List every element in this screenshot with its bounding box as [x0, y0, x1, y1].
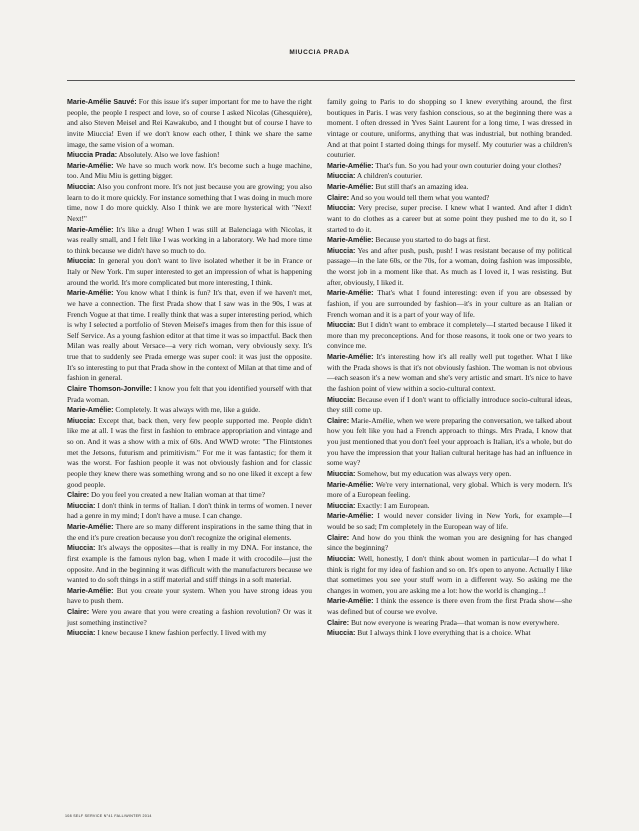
speaker-label: Marie-Amélie:	[327, 161, 374, 170]
paragraph	[67, 97, 312, 150]
speaker-label: Miuccia Prada:	[67, 151, 118, 160]
paragraph	[327, 628, 572, 639]
speaker-label: Miuccia:	[327, 501, 356, 510]
speaker-label: Claire:	[327, 533, 350, 542]
paragraph-text: And how do you think the woman you are designing for has changed since the beginning?	[327, 532, 572, 553]
paragraph	[327, 596, 572, 617]
paragraph-text: I would never consider living in New York, for example—I would be so sad; I'm completely in the European way of life.	[327, 511, 572, 531]
paragraph-text: It's interesting how it's all really well put together. What I like with the Prada shows is that it's not obviously fashion. The woman is not obvious—each season it's a new woman and she's very artistic and smart. It's nice to have the fashion point of view within a socio-cultural context.	[327, 352, 572, 393]
paragraph-text: Somehow, but my education was always very open.	[357, 468, 512, 478]
running-header: MIUCCIA PRADA	[289, 49, 350, 56]
paragraph-text: I don't think in terms of Italian. I don't think in terms of women. I never had a genre in my mind; I don't have a muse. I can change.	[67, 500, 312, 521]
paragraph	[327, 395, 572, 416]
paragraph	[327, 182, 572, 193]
speaker-label: Miuccia:	[327, 395, 356, 404]
speaker-label: Marie-Amélie:	[327, 183, 374, 191]
speaker-label: Marie-Amélie:	[327, 480, 374, 489]
paragraph-text: That's fun. So you had your own couturier doing your clothes?	[375, 160, 562, 170]
speaker-label: Claire:	[327, 193, 350, 202]
paragraph-text: Absolutely. Also we love fashion!	[118, 150, 220, 160]
paragraph-text: That's what I found interesting: even if you are obsessed by fashion, if you are surrounded by fashion—it's in your culture as an Italian or French woman and it is a part of your way of life.	[327, 288, 572, 319]
speaker-label: Marie-Amélie:	[327, 597, 374, 606]
paragraph-text: I knew because I knew fashion perfectly. I lived with my	[97, 628, 267, 638]
paragraph	[67, 522, 312, 543]
paragraph-text: Also you confront more. It's not just because you are growing; you also learn to do it more quickly. For instance something that I was doing in much more time, now I do more quickly. Also I think we are more hysterical with "Next! Next!"	[67, 182, 312, 223]
paragraph	[67, 256, 312, 288]
paragraph	[327, 469, 572, 480]
paragraph	[67, 225, 312, 257]
speaker-label: Miuccia:	[67, 501, 96, 510]
paragraph-text: But still that's an amazing idea.	[375, 182, 469, 191]
speaker-label: Marie-Amélie:	[67, 523, 114, 531]
header-rule	[67, 80, 575, 81]
paragraph-text: There are so many different inspirations in the same thing that in the end it's pure creation because you don't recognize the original elements.	[67, 522, 312, 542]
paragraph-text: But now everyone is wearing Prada—that woman is now everywhere.	[350, 617, 560, 627]
speaker-label: Miuccia:	[67, 183, 96, 191]
paragraph	[327, 533, 572, 554]
paragraph-text: Were you aware that you were creating a fashion revolution? Or was it just something instinctive?	[67, 607, 313, 627]
speaker-label: Claire Thomson-Jonville:	[67, 384, 152, 393]
speaker-label: Miuccia:	[327, 469, 356, 478]
speaker-label: Miuccia:	[327, 321, 356, 330]
speaker-label: Marie-Amélie:	[327, 353, 374, 361]
paragraph	[67, 490, 312, 501]
paragraph	[327, 511, 572, 532]
paragraph-text: Exactly: I am European.	[357, 500, 430, 510]
paragraph	[327, 203, 572, 235]
paragraph	[67, 182, 312, 225]
speaker-label: Marie-Amélie:	[327, 289, 374, 298]
paragraph	[327, 171, 572, 182]
paragraph-text: We're very international, very global. Which is very modern. It's more of a European feeling.	[327, 479, 572, 500]
paragraph	[327, 554, 572, 597]
paragraph	[67, 607, 312, 628]
paragraph-text: It's like a drug! When I was still at Balenciaga with Nicolas, it was really small, and I felt like I was working in a laboratory. We had more time to think because we didn't have so much to do.	[67, 224, 312, 255]
paragraph-text: For this issue it's super important for me to have the right people, the people I respect and love, so of course I asked Nicolas (Ghesquière), and also Steven Meisel and Rei Kawakubo, and I thought but of course I have to invite Miuccia! Even if we don't know each other, I think we share the same image, the same vision of a woman.	[67, 97, 312, 149]
paragraph-text: Well, honestly, I don't think about women in particular—I do what I think is right for my idea of fashion and so on. It's open to anyone. Actually I like that sometimes you see your stuff worn in a different way. So asking me the changes in women, you are asking me a lot: how the world is changing...!	[327, 553, 572, 595]
paragraph	[327, 618, 572, 629]
speaker-label: Marie-Amélie:	[67, 161, 114, 170]
paragraph-text: In general you don't want to live isolated whether it be in France or Italy or New York. I'm super interested to get an impression of what is happening around the world. It's more complicated but more interesting, I think.	[67, 256, 313, 287]
speaker-label: Miuccia:	[67, 416, 96, 425]
paragraph	[327, 480, 572, 501]
paragraph	[67, 586, 312, 607]
paragraph	[327, 246, 572, 289]
paragraph	[67, 288, 312, 384]
paragraph	[327, 416, 572, 469]
speaker-label: Miuccia:	[327, 629, 356, 638]
paragraph	[327, 161, 572, 172]
speaker-label: Marie-Amélie:	[67, 225, 114, 234]
speaker-label: Marie-Amélie:	[67, 586, 114, 595]
speaker-label: Marie-Amélie:	[67, 289, 114, 298]
paragraph-text: I think the essence is there even from the first Prada show—she was defined but of course we evolve.	[327, 596, 572, 616]
speaker-label: Marie-Amélie:	[327, 512, 374, 521]
paragraph-text: A children's couturier.	[356, 171, 423, 181]
speaker-label: Miuccia:	[327, 246, 356, 255]
speaker-label: Claire:	[67, 491, 90, 500]
paragraph-text: Marie-Amélie, when we were preparing the conversation, we talked about how you felt like you had a French approach to things. Mrs Prada, I know that you just mentioned that you don't feel your approach is Italian, it's a whole, but do you have the impression that your Italian cultural heritage has had an influence in some way?	[327, 415, 573, 468]
speaker-label: Claire:	[327, 618, 350, 627]
speaker-label: Miuccia:	[327, 172, 356, 181]
paragraph	[67, 161, 312, 182]
paragraph-text: Because you started to do bags at first.	[375, 235, 491, 245]
left-column	[67, 97, 312, 639]
paragraph-text: But I didn't want to embrace it completely—I started because I liked it more than my preconceptions. And for those reasons, it took one or two years to convince me.	[327, 320, 572, 351]
paragraph	[327, 97, 572, 161]
paragraph-text: Completely. It was always with me, like a guide.	[115, 405, 261, 415]
speaker-label: Miuccia:	[327, 204, 356, 213]
speaker-label: Miuccia:	[67, 544, 96, 553]
paragraph-text: Very precise, super precise. I knew what I wanted. And after I didn't want to do clothes as a career but at some point they pushed me to do it, so I started to do it.	[327, 203, 572, 234]
paragraph	[327, 288, 572, 320]
paragraph	[67, 150, 312, 161]
paragraph-text: It's always the opposites—that is really in my DNA. For instance, the first example is the famous nylon bag, when I made it with crocodile—just the opposite. And in the beginning it was difficult with the manufacturers because we wanted to do soft things in a stiff material and stiff things in a soft material.	[67, 543, 313, 585]
paragraph-text: You know what I think is fun? It's that, even if we haven't met, we have a connection. The first Prada show that I saw was in the 90s, I was at French Vogue at that time. I really think that was a super interesting period, which is why I selected a portfolio of Steven Meisel's images from then for this issue of Self Service. As a young fashion editor at that time it was so impactful. Back then Milan was really about Versace—a very rich woman, very obviously sexy. It's true that to suddenly see Prada emerge was super cool: it was just the opposite. It's so interesting to put that Prada show in the context of Milan at that time and of fashion in general.	[67, 288, 312, 383]
paragraph-text: We have so much work now. It's become such a huge machine, too. And Miu Miu is getting bigger.	[67, 160, 312, 181]
paragraph-text: Yes and after push, push, push! I was resistant because of my political passage—in the late 60s, or the 70s, for a woman, doing fashion was impossible, the worst job in a moment like that. As much as I loved it, I was resisting. But after, obviously, I liked it.	[327, 245, 572, 287]
speaker-label: Marie-Amélie:	[327, 236, 374, 245]
paragraph	[67, 543, 312, 586]
speaker-label: Miuccia:	[67, 629, 96, 638]
paragraph	[327, 193, 572, 204]
paragraph-text: I know you felt that you identified yourself with that Prada woman.	[67, 383, 312, 404]
speaker-label: Marie-Amélie:	[67, 406, 114, 415]
paragraph	[67, 405, 312, 416]
page-footer: 108 SELF SERVICE N°41 FALL/WINTER 2014	[65, 814, 152, 818]
speaker-label: Marie-Amélie Sauvé:	[67, 98, 137, 106]
speaker-label: Miuccia:	[327, 554, 356, 563]
paragraph	[67, 628, 312, 639]
paragraph-text: Except that, back then, very few people supported me. People didn't like me at all. I was the first in fashion to embrace appropriation and vintage and so on. And it was a show with a mix of 60s. And WWD wrote: "The Flintstones met the Jetsons, futurism and primitivism." For me it was fantastic; for them it was the worst. For fashion people it was not obviously fashion and for classic people they knew there was something wrong and so no one liked it except a few good people.	[67, 415, 312, 489]
paragraph	[327, 235, 572, 246]
paragraph	[67, 416, 312, 490]
paragraph-text: Because even if I don't want to officially introduce socio-cultural ideas, they still come up.	[327, 394, 573, 415]
paragraph-text: But I always think I love everything that is a choice. What	[357, 628, 531, 638]
paragraph-text: family going to Paris to do shopping so I knew everything around, the first boutiques in Paris. I was very fashion conscious, so at the beginning there was a moment. I often dressed in Yves Saint Laurent for a long time, I was dressed in vintage or couture, uniforms, anything that was industrial, but nothing branded. And at that point I started doing things for myself. My couturier was a children's couturier.	[327, 97, 572, 160]
paragraph	[327, 320, 572, 352]
speaker-label: Claire:	[327, 416, 350, 425]
paragraph-text: Do you feel you created a new Italian woman at that time?	[90, 490, 266, 500]
paragraph	[327, 501, 572, 512]
paragraph	[67, 384, 312, 405]
paragraph	[327, 352, 572, 395]
speaker-label: Miuccia:	[67, 257, 96, 266]
speaker-label: Claire:	[67, 608, 90, 616]
right-column	[327, 97, 572, 639]
paragraph-text: But you create your system. When you have strong ideas you have to push them.	[67, 585, 313, 606]
paragraph	[67, 501, 312, 522]
paragraph-text: And so you would tell them what you wanted?	[350, 192, 490, 202]
